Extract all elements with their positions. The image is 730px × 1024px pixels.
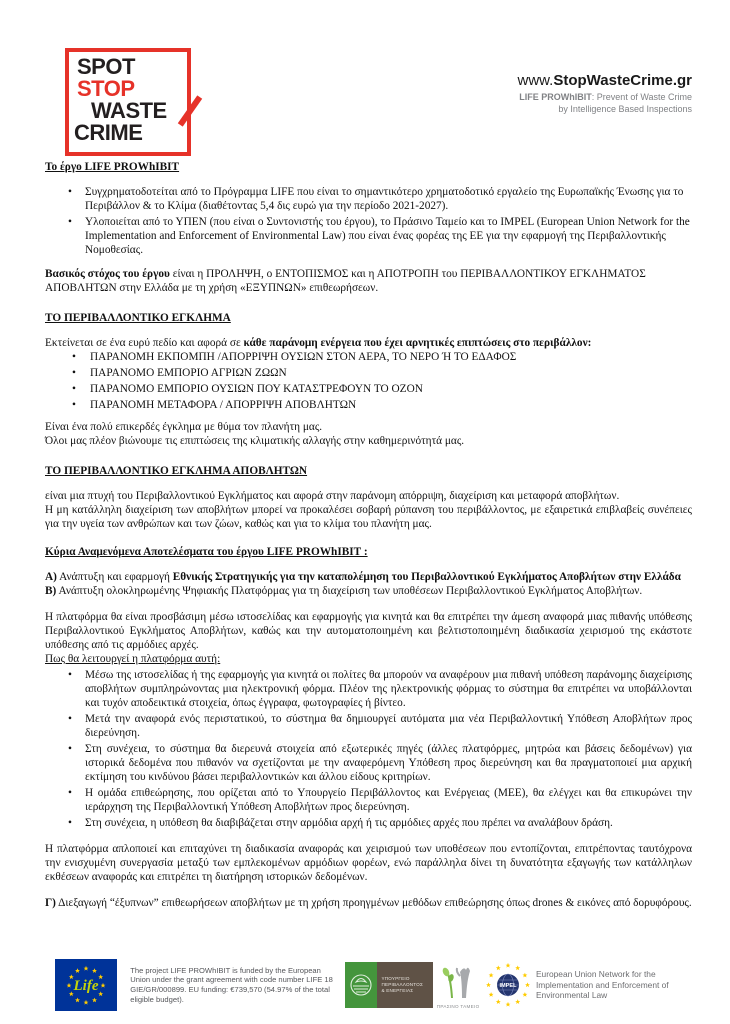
- crime-line2: Όλοι μας πλέον βιώνουμε τις επιπτώσεις της κλιματικής αλλαγής στην καθημερινότητά μας.: [45, 435, 465, 447]
- list-item: • Υλοποιείται από το ΥΠΕΝ (που είναι ο Συντονιστής του έργου), το Πράσινο Ταμείο και το IMPEL (European Union Network for the Implementation and Enforcement of Environmental Law) που είναι ένας φορέας της ΕΕ για την εφαρμογή της Περιβαλλοντικής Νομοθεσίας.: [45, 215, 692, 257]
- result-a-bold: Εθνικής Στρατηγικής για την καταπολέμηση του Περιβαλλοντικού Εγκλήματος Αποβλήτων στην Ελλάδα: [172, 571, 681, 583]
- green-fund-logo: [437, 962, 480, 1009]
- section-title-crime: ΤΟ ΠΕΡΙΒΑΛΛΟΝΤΙΚΟ ΕΓΚΛΗΜΑ: [45, 312, 231, 324]
- logo-word-stop: STOP: [77, 76, 135, 101]
- ministry-line3: & ΕΝΕΡΓΕΙΑΣ: [381, 988, 414, 993]
- list-item: • Στη συνέχεια, το σύστημα θα διερευνά στοιχεία από εξωτερικές πηγές (άλλες πλατφόρμες, μητρώα και βάσεις δεδομένων) για ιστορικά δεδομένα που πιθανόν να σχετίζονται με την αναφερόμενη Υπόθεση προς διερεύνηση και θα πραγματοποιεί μια αρχική εκτίμηση του κινδύνου βάσει περιβαλλοντικών και άλλου είδους κριτηρίων.: [45, 742, 692, 784]
- crime-bullet-list: [45, 350, 692, 412]
- impel-network-text: European Union Network for the Implementation and Enforcement of Environmental Law: [535, 969, 669, 1001]
- result-b-label: Β): [45, 585, 57, 597]
- result-a-label: Α): [45, 571, 57, 583]
- impel-label: IMPEL: [499, 983, 517, 990]
- goal-bold: Βασικός στόχος του έργου: [45, 268, 170, 280]
- crime-intro: [45, 336, 692, 350]
- result-b: [45, 584, 692, 598]
- crime-intro-regular: Εκτείνεται σε ένα ευρύ πεδίο και αφορά σε: [45, 337, 244, 349]
- stop-waste-crime-logo: [65, 48, 191, 156]
- eu-life-logo-icon: [55, 959, 117, 1011]
- list-item: • Μέσω της ιστοσελίδας ή της εφαρμογής για κινητά οι πολίτες θα μπορούν να αναφέρουν μια πιθανή υπόθεση παράνομης διαχείρισης αποβλήτων συμπληρώνοντας μια ηλεκτρονική φόρμα. Πλέον της ηλεκτρονικής φόρμας το σύστημα θα επιτρέπει να υποβάλλονται και τυχόν αποδεικτικά στοιχεία, όπως έγγραφα, φωτογραφίες ή βίντεο.: [45, 668, 692, 710]
- crime-intro-bold: κάθε παράνομη ενέργεια που έχει αρνητικές επιπτώσεις στο περιβάλλον:: [243, 337, 592, 349]
- list-item: • ΠΑΡΑΝΟΜΗ ΕΚΠΟΜΠΗ /ΑΠΟΡΡΙΨΗ ΟΥΣΙΩΝ ΣΤΟΝ ΑΕΡΑ, ΤΟ ΝΕΡΟ Ή ΤΟ ΕΔΑΦΟΣ: [45, 350, 692, 364]
- result-b-text: Ανάπτυξη ολοκληρωμένης Ψηφιακής Πλατφόρμας για τη διαχείριση των υποθέσεων Περιβαλλοντικού Εγκλήματος Αποβλήτων.: [56, 585, 643, 597]
- ministry-emblem-icon: [345, 962, 377, 1008]
- funding-statement: The project LIFE PROWhIBIT is funded by the European Union under the grant agreement with code number LIFE 18 GIE/GR/000899. EU funding: €739,570 (54.97% of the total eligible budget).: [130, 965, 333, 1004]
- list-item: • ΠΑΡΑΝΟΜΟ ΕΜΠΟΡΙΟ ΑΓΡΙΩΝ ΖΩΩΝ: [45, 366, 692, 380]
- list-item: • ΠΑΡΑΝΟΜΟ ΕΜΠΟΡΙΟ ΟΥΣΙΩΝ ΠΟΥ ΚΑΤΑΣΤΡΕΦΟΥΝ ΤΟ ΟΖΟΝ: [45, 382, 692, 396]
- platform-how-title: Πως θα λειτουργεί η πλατφόρμα αυτή:: [45, 653, 221, 665]
- section-title-waste-crime: ΤΟ ΠΕΡΙΒΑΛΛΟΝΤΙΚΟ ΕΓΚΛΗΜΑ ΑΠΟΒΛΗΤΩΝ: [45, 465, 308, 477]
- logo-slash-icon: [178, 95, 202, 126]
- result-c-label: Γ): [45, 897, 56, 909]
- list-item: • Συγχρηματοδοτείται από το Πρόγραμμα LIFE που είναι το σημαντικότερο χρηματοδοτικό εργαλείο της Ευρωπαϊκής Ένωσης για το Περιβάλλον & το Κλίμα (διαθέτοντας 5,4 δις ευρώ για την περίοδο 2021-2027).: [45, 185, 692, 213]
- green-fund-trees-icon: [440, 962, 476, 1002]
- website-url: [518, 72, 692, 89]
- result-a: [45, 570, 692, 584]
- section-title-project: Το έργο LIFE PROWhIBIT: [45, 161, 180, 173]
- svg-text:Life: Life: [73, 978, 99, 994]
- section-title-results: Κύρια Αναμενόμενα Αποτελέσματα του έργου LIFE PROWhIBIT :: [45, 546, 368, 558]
- footer-logos: [55, 954, 694, 1016]
- tagline-rest: : Prevent of Waste Crime: [591, 92, 692, 102]
- logo-word-crime: CRIME: [74, 120, 143, 145]
- list-item: • Στη συνέχεια, η υπόθεση θα διαβιβάζεται στην αρμόδια αρχή ή τις αρμόδιες αρχές που πρέπει να αναλάβουν δράση.: [45, 816, 692, 830]
- list-item: • ΠΑΡΑΝΟΜΗ ΜΕΤΑΦΟΡΑ / ΑΠΟΡΡΙΨΗ ΑΠΟΒΛΗΤΩΝ: [45, 398, 692, 412]
- document-body: [45, 160, 692, 920]
- project-tagline: [518, 92, 692, 115]
- result-a-regular: Ανάπτυξη και εφαρμογή: [56, 571, 173, 583]
- waste-crime-p1: είναι μια πτυχή του Περιβαλλοντικού Εγκλήματος και αφορά στην παράνομη απόρριψη, διαχείριση και μεταφορά αποβλήτων.: [45, 490, 620, 502]
- platform-bullet-list: [45, 668, 692, 830]
- impel-logo-icon: [483, 960, 533, 1010]
- result-c-text: Διεξαγωγή “έξυπνων” επιθεωρήσεων αποβλήτων με τη χρήση προηγμένων μεθόδων επιθεώρησης όπως drones & εικόνες από δορυφόρους.: [55, 897, 692, 909]
- project-goal-paragraph: [45, 267, 692, 295]
- tagline-project-name: LIFE PROWhIBIT: [519, 92, 592, 102]
- platform-intro: Η πλατφόρμα θα είναι προσβάσιμη μέσω ιστοσελίδας και εφαρμογής για κινητά και θα επιτρέπει την άμεση αναφορά μιας πιθανής υπόθεσης Περιβαλλοντικού Εγκλήματος Αποβλήτων, καθώς και την αυτοματοποιημένη και βελτιστοποιημένη διαδικασία χειρισμού της εκάστοτε υπόθεσης από τις αρμόδιες αρχές.: [45, 611, 692, 651]
- ministry-line1: ΥΠΟΥΡΓΕΙΟ: [381, 976, 410, 981]
- project-bullet-list: [45, 185, 692, 257]
- list-item: • Η ομάδα επιθεώρησης, που ορίζεται από το Υπουργείο Περιβάλλοντος και Ενέργειας (ΜΕΕ), θα ελέγχει και θα επικυρώνει την ιεράρχηση της Περιβαλλοντική Υπόθεση Αποβλήτων προς διερεύνηση.: [45, 786, 692, 814]
- website-prefix: www.: [517, 72, 554, 89]
- ministry-line2: ΠΕΡΙΒΑΛΛΟΝΤΟΣ: [381, 982, 423, 987]
- ministry-name: [377, 962, 433, 1008]
- logo-word-waste: WASTE: [91, 98, 167, 123]
- waste-crime-p2: Η μη κατάλληλη διαχείριση των αποβλήτων μπορεί να προκαλέσει σοβαρή ρύπανση του περιβάλλοντος, με εξαιρετικά επιβλαβείς συνέπειες για την υγεία των ανθρώπων και των ζώων, καθώς και για το κλίμα του πλανήτη μας.: [45, 504, 692, 530]
- website-domain: StopWasteCrime.gr: [553, 72, 692, 89]
- green-fund-label: ΠΡΑΣΙΝΟ ΤΑΜΕΙΟ: [436, 1003, 480, 1009]
- crime-line1: Είναι ένα πολύ επικερδές έγκλημα με θύμα τον πλανήτη μας.: [45, 421, 323, 433]
- header-right: [518, 72, 692, 115]
- goal-rest: είναι η ΠΡΟΛΗΨΗ, ο ΕΝΤΟΠΙΣΜΟΣ και η ΑΠΟΤΡΟΠΗ του ΠΕΡΙΒΑΛΛΟΝΤΙΚΟΥ ΕΓΚΛΗΜΑΤΟΣ ΑΠΟΒΛΗΤΩΝ στην Ελλάδα με τη χρήση «ΕΞΥΠΝΩΝ» επιθεωρήσεων.: [45, 268, 646, 294]
- list-item: • Μετά την αναφορά ενός περιστατικού, το σύστημα θα δημιουργεί αυτόματα μια νέα Περιβαλλοντική Υπόθεση Αποβλήτων προς διερεύνηση.: [45, 712, 692, 740]
- logo-word-spot: SPOT: [77, 54, 135, 79]
- result-c: [45, 896, 692, 910]
- tagline-line2: by Intelligence Based Inspections: [558, 103, 692, 114]
- ministry-environment-logo: [345, 962, 433, 1008]
- platform-outro: Η πλατφόρμα απλοποιεί και επιταχύνει τη διαδικασία αναφοράς και χειρισμού των υποθέσεων που εντοπίζονται, επιτρέποντας ταυτόχρονα την ενισχυμένη συνεργασία μεταξύ των εμπλεκομένων αρμόδιων φορέων, ενώ παράλληλα δίνει τη δυνατότητα εξαγωγής των κατάλληλων εκθέσεων αναφοράς και επιτρέπει τη διατήρηση ιστορικών δεδομένων.: [45, 843, 692, 883]
